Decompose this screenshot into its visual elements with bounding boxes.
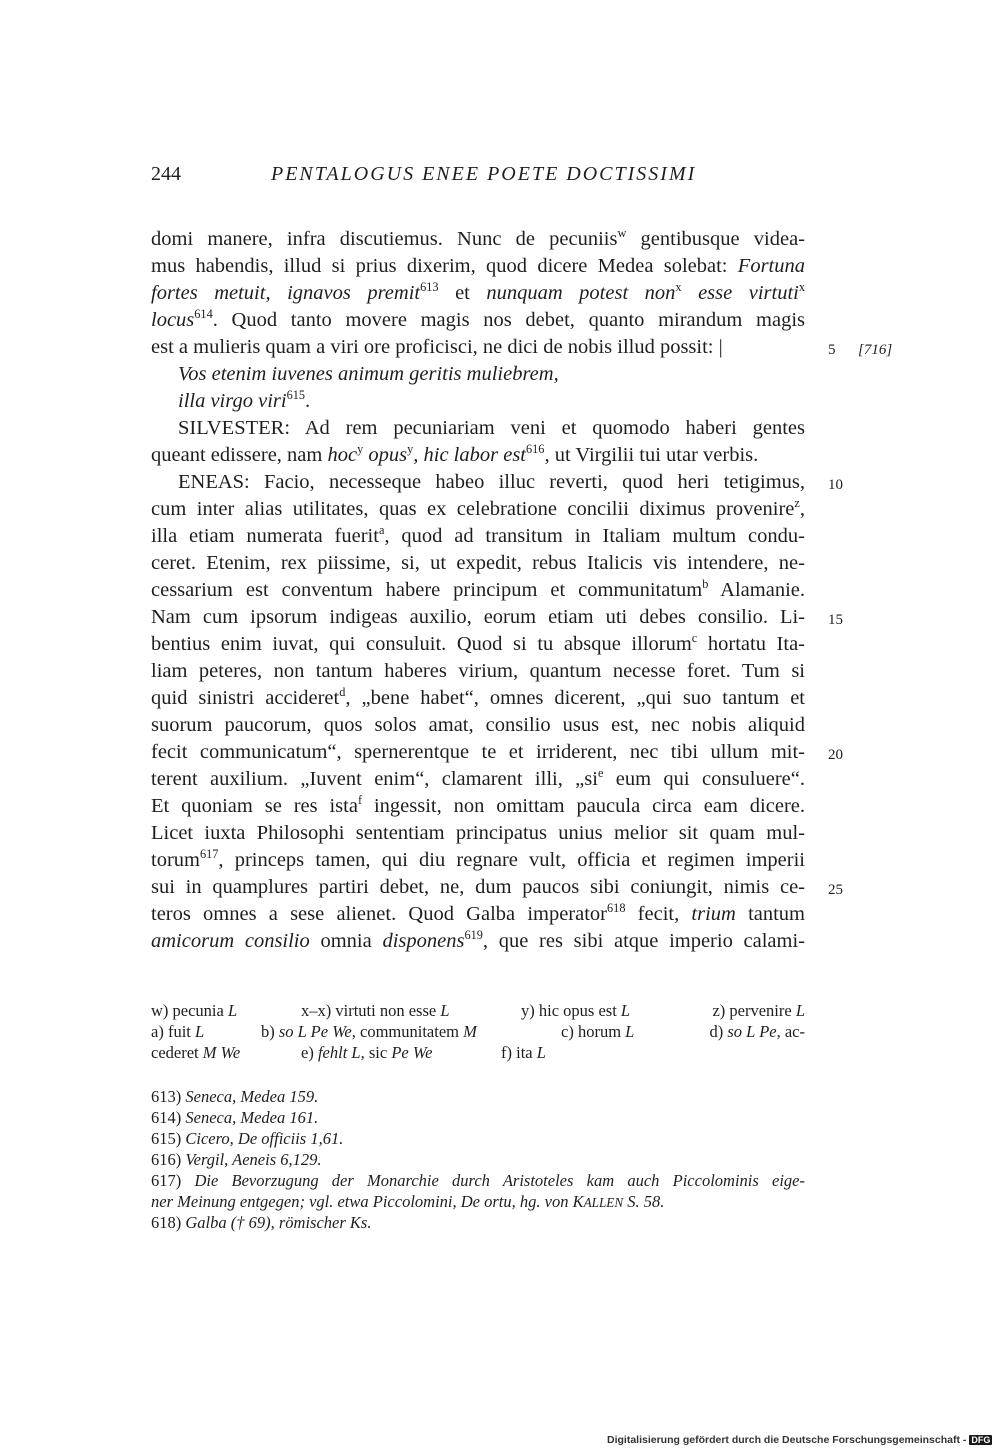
text-line: ceret. Etenim, rex piissime, si, ut expedit, rebus Italicis vis intendere, ne- bbox=[151, 552, 805, 574]
text-line: terent auxilium. „Iuvent enim“, clamarent illi, $„si^e$ eum qui consuluere“. bbox=[151, 766, 806, 790]
text-line: torum$^{617}$, princeps tamen, qui diu regnare vult, officia et regimen imperii bbox=[151, 847, 805, 871]
variant-note: d) so L Pe, ac- bbox=[709, 1022, 805, 1041]
variant-note: f) ita L bbox=[501, 1043, 546, 1062]
margin-line-number: 25 bbox=[828, 882, 843, 898]
text-line: queant edissere, nam hoc$^y$ opus$^y$, hic labor est$^{616}$, ut Virgilii tui utar verbis. bbox=[151, 442, 759, 466]
text-line: cessarium est conventum habere principum et communitatum$^b$ Alamanie. bbox=[151, 577, 805, 601]
text-line: fecit communicatum“, spernerentque te et irriderent, nec tibi ullum mit- bbox=[151, 741, 805, 763]
variant-note: c) horum L bbox=[561, 1022, 635, 1041]
text-line: bentius enim iuvat, qui consuluit. Quod si tu absque illorum$^c$ hortatu Ita- bbox=[151, 631, 806, 655]
text-line: Nam cum ipsorum indigeas auxilio, eorum etiam uti debes consilio. Li- bbox=[151, 606, 805, 628]
verse-line: Vos etenim iuvenes animum geritis muliebrem, bbox=[178, 363, 559, 385]
text-line: mus habendis, illud si prius dixerim, quod dicere Medea solebat: Fortuna bbox=[151, 255, 805, 277]
text-line: liam peteres, non tantum haberes virium, quantum necesse foret. Tum si bbox=[151, 660, 805, 682]
variant-note: z) pervenire L bbox=[712, 1001, 805, 1020]
text-line: cum inter alias utilitates, quas ex celebratione concilii diximus provenire$^z$, bbox=[151, 496, 805, 520]
margin-folio-reference: [716] bbox=[858, 342, 893, 358]
variant-note: x–x) virtuti non esse L bbox=[301, 1001, 450, 1020]
text-line: locus$^{614}$. Quod tanto movere magis nos debet, quanto mirandum magis bbox=[151, 307, 805, 331]
text-line: fortes metuit, ignavos premit$^{613}$ et nunquam potest non$^x$ esse virtuti$^x$ bbox=[151, 280, 806, 304]
margin-line-number: 20 bbox=[828, 747, 843, 763]
text-line: suorum paucorum, quos solos amat, consilio usus est, nec nobis aliquid bbox=[151, 714, 805, 736]
text-line: domi manere, infra discutiemus. Nunc de pecuniis$^w$ gentibusque videa- bbox=[151, 226, 805, 250]
margin-line-number: 5 bbox=[828, 342, 836, 358]
variant-note: cederet M We bbox=[151, 1043, 241, 1062]
dfg-logo: DFG bbox=[971, 1435, 991, 1445]
footnote-line: 614) Seneca, Medea 161. bbox=[151, 1108, 319, 1127]
variant-note: a) fuit L bbox=[151, 1022, 205, 1041]
footnote-line: 617) Die Bevorzugung der Monarchie durch Aristoteles kam auch Piccolominis eige- bbox=[151, 1171, 805, 1190]
footnote-line: 616) Vergil, Aeneis 6,129. bbox=[151, 1150, 322, 1169]
text-line: Licet iuxta Philosophi sententiam principatus unius melior sit quam mul- bbox=[151, 822, 805, 844]
footnote-line: 618) Galba († 69), römischer Ks. bbox=[151, 1213, 372, 1232]
variant-note: y) hic opus est L bbox=[521, 1001, 631, 1020]
footnote-line: ner Meinung entgegen; vgl. etwa Piccolomini, De ortu, hg. von KALLEN S. 58. bbox=[151, 1192, 665, 1211]
variant-note: w) pecunia L bbox=[151, 1001, 238, 1020]
text-line: quid sinistri accideret$^d$, „bene habet“, omnes dicerent, „qui suo tantum et bbox=[151, 685, 806, 709]
variant-note: e) fehlt L, sic Pe We bbox=[301, 1043, 433, 1062]
text-line: sui in quamplures partiri debet, ne, dum paucos sibi coniungit, nimis ce- bbox=[151, 876, 805, 898]
margin-line-number: 15 bbox=[828, 612, 843, 628]
footnote-line: 615) Cicero, De officiis 1,61. bbox=[151, 1129, 344, 1148]
text-line: amicorum consilio omnia disponens$^{619}$, que res sibi atque imperio calami- bbox=[151, 928, 806, 952]
footnote-line: 613) Seneca, Medea 159. bbox=[151, 1087, 319, 1106]
text-line: est a mulieris quam a viri ore proficisci, ne dici de nobis illud possit: | bbox=[151, 336, 723, 358]
text-line: Et quoniam se res ista$^f$ ingessit, non omittam paucula circa eam dicere. bbox=[151, 793, 805, 817]
running-header bbox=[151, 163, 696, 186]
running-title: PENTALOGUS ENEE POETE DOCTISSIMI bbox=[271, 163, 697, 185]
text-line: SILVESTER: Ad rem pecuniariam veni et quomodo haberi gentes bbox=[178, 417, 805, 439]
text-line: teros omnes a sese alienet. Quod Galba imperator$^{618}$ fecit, trium tantum bbox=[151, 901, 805, 925]
credit-text: Digitalisierung gefördert durch die Deutsche Forschungsgemeinschaft - bbox=[607, 1434, 967, 1446]
margin-line-number: 10 bbox=[828, 477, 843, 493]
variant-note: b) so L Pe We, communitatem M bbox=[261, 1022, 477, 1041]
text-line: ENEAS: Facio, necesseque habeo illuc reverti, quod heri tetigimus, bbox=[178, 471, 805, 493]
page-number: 244 bbox=[151, 163, 181, 185]
text-line: illa etiam numerata fuerit$^a$, quod ad transitum in Italiam multum condu- bbox=[151, 523, 805, 547]
digitization-credit bbox=[607, 1434, 992, 1446]
verse-line: illa virgo viri$^{615}$. bbox=[178, 388, 311, 412]
